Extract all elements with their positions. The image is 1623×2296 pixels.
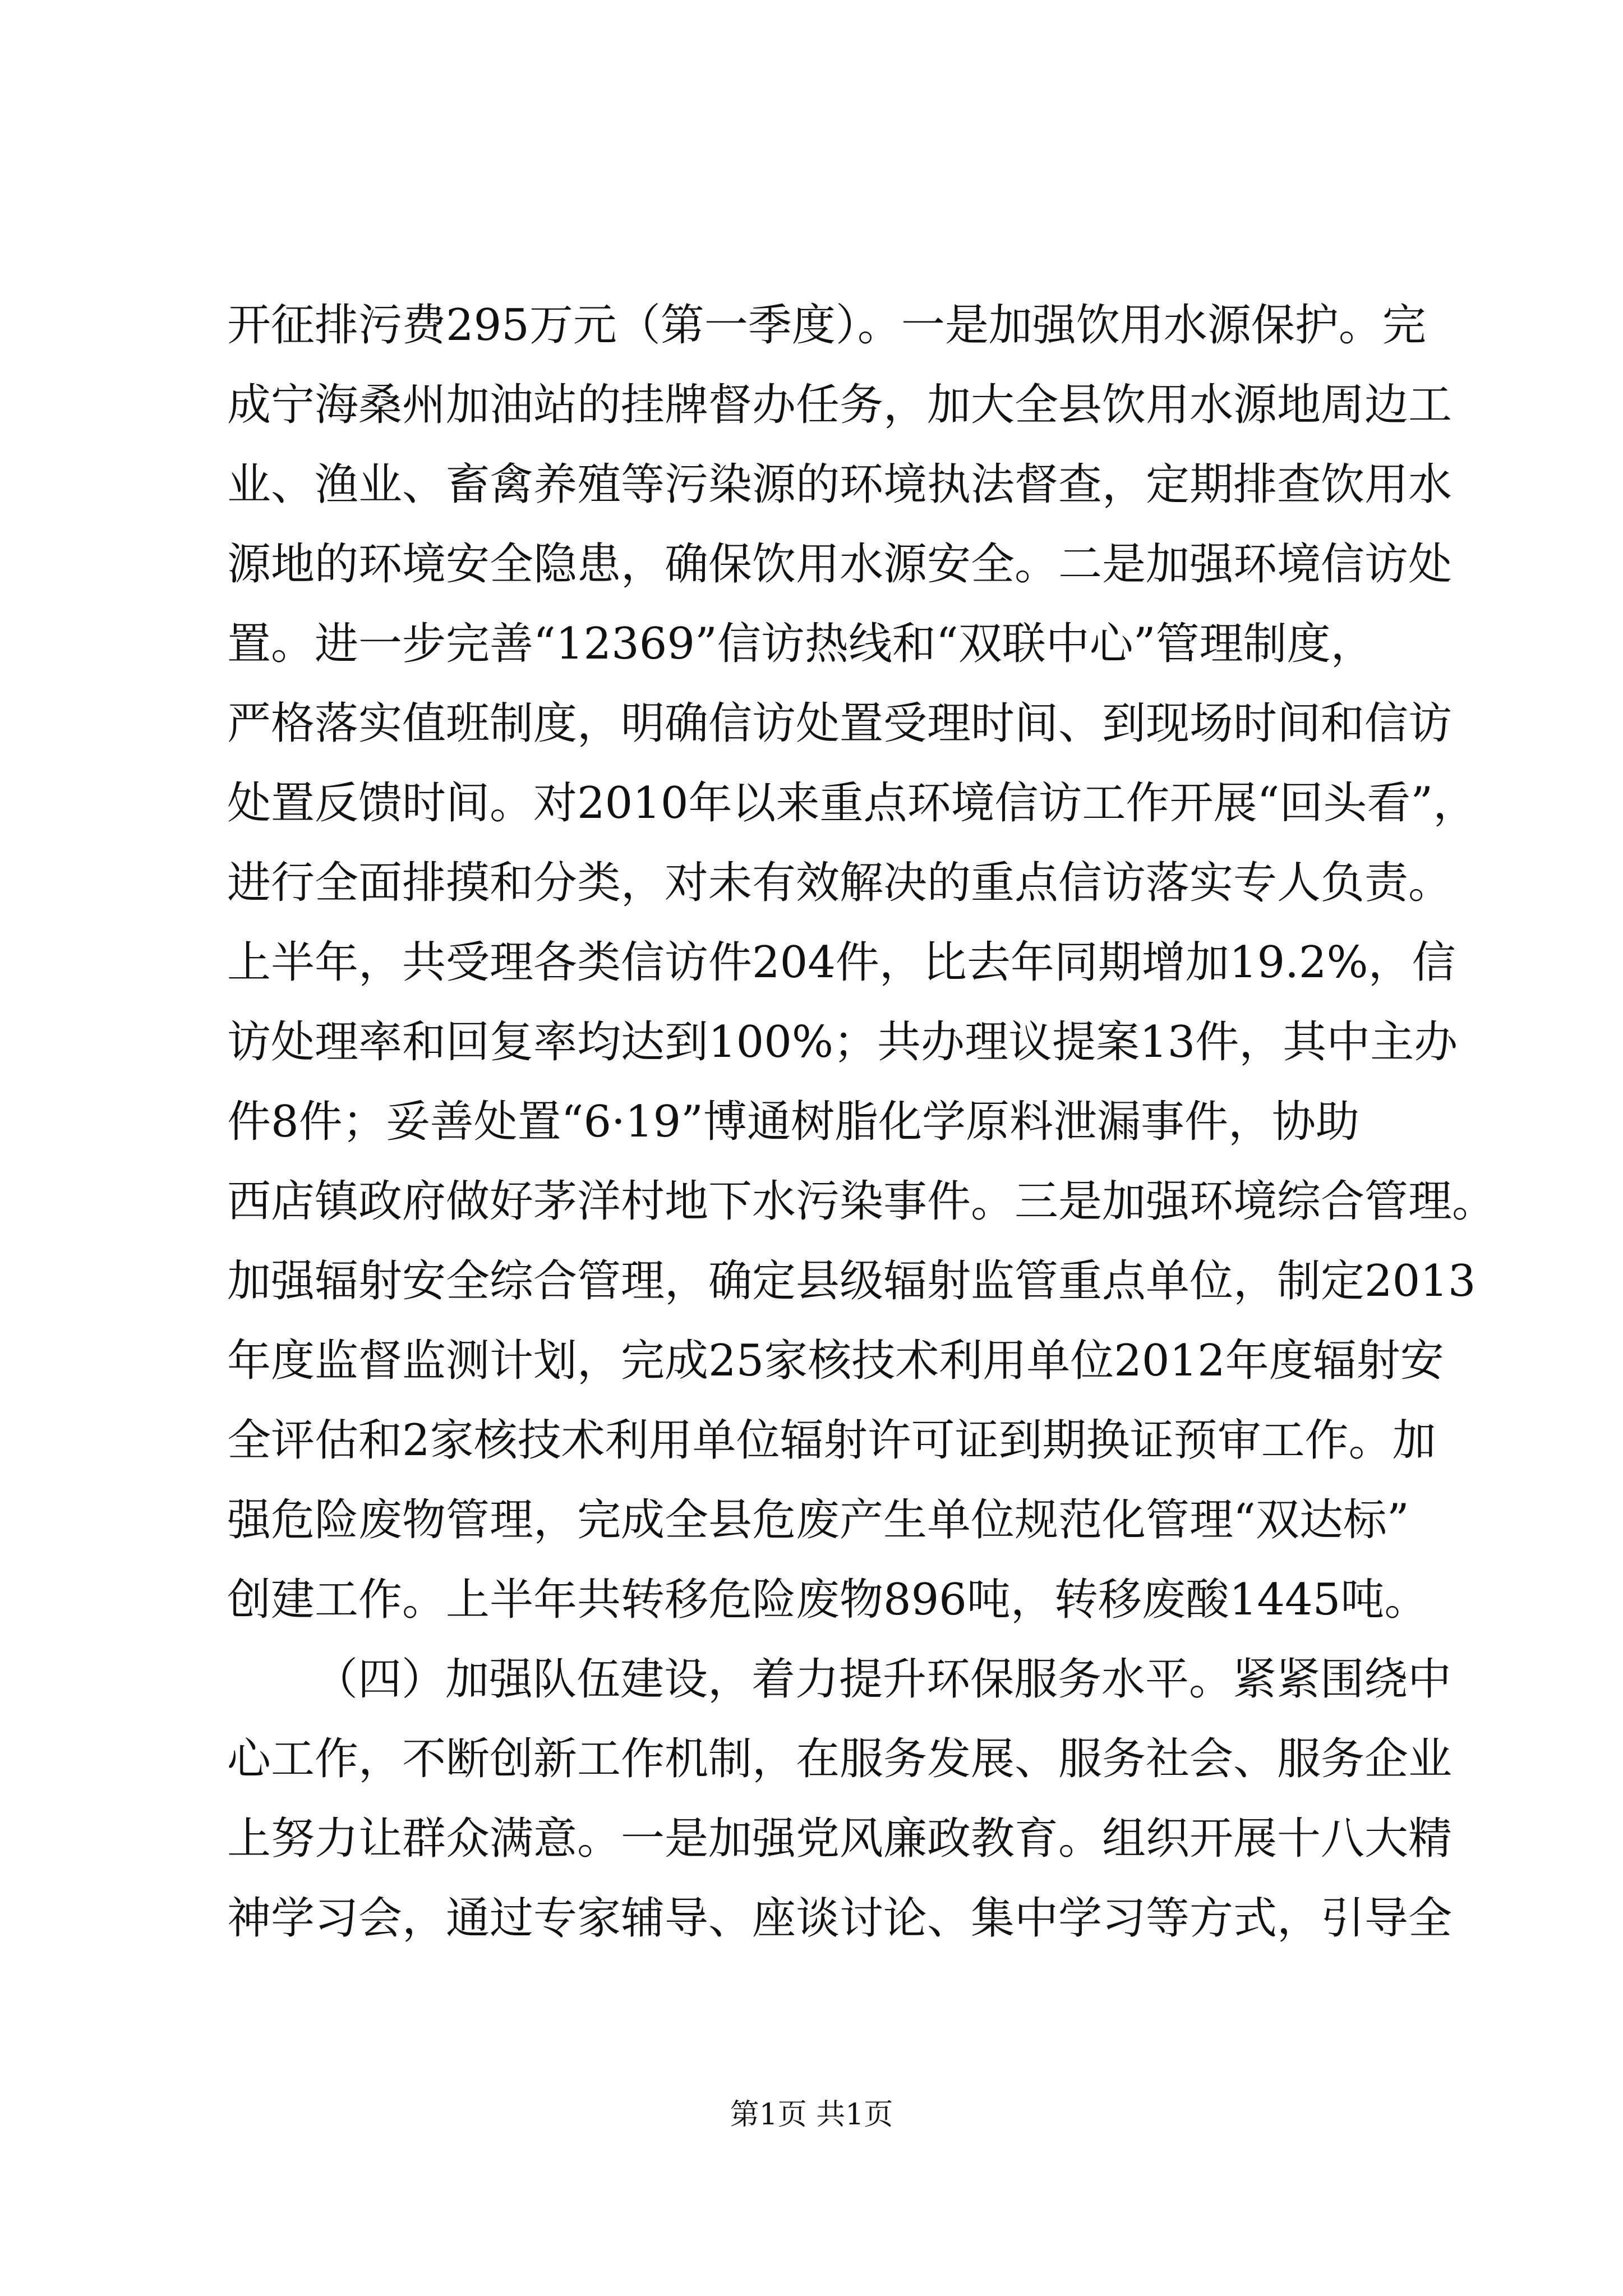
- page-footer: 第1页 共1页: [730, 2098, 893, 2132]
- text-line: 成宁海桑州加油站的挂牌督办任务，加大全县饮用水源地周边工: [227, 380, 1453, 430]
- paragraph-first-line: （四）加强队伍建设，着力提升环保服务水平。紧紧围绕中: [314, 1654, 1452, 1705]
- text-line: 上努力让群众满意。一是加强党风廉政教育。组织开展十八大精: [227, 1814, 1453, 1864]
- text-line: 创建工作。上半年共转移危险废物896吨，转移废酸1445吨。: [227, 1575, 1428, 1625]
- text-line: 强危险废物管理，完成全县危废产生单位规范化管理“双达标”: [227, 1495, 1409, 1545]
- text-line: 访处理率和回复率均达到100%；共办理议提案13件，其中主办: [227, 1017, 1458, 1068]
- text-line: 业、渔业、畜禽养殖等污染源的环境执法督查，定期排查饮用水: [227, 459, 1453, 510]
- text-line: 心工作，不断创新工作机制，在服务发展、服务社会、服务企业: [227, 1734, 1453, 1784]
- text-line: 严格落实值班制度，明确信访处置受理时间、到现场时间和信访: [227, 698, 1453, 749]
- text-line: 年度监督监测计划，完成25家核技术利用单位2012年度辐射安: [227, 1336, 1444, 1386]
- text-line: 置。进一步完善“12369”信访热线和“双联中心”管理制度，: [227, 619, 1375, 669]
- text-line: 西店镇政府做好茅洋村地下水污染事件。三是加强环境综合管理。: [227, 1176, 1496, 1227]
- text-line: 件8件；妥善处置“6·19”博通树脂化学原料泄漏事件，协助: [227, 1097, 1360, 1147]
- text-line: 源地的环境安全隐患，确保饮用水源安全。二是加强环境信访处: [227, 539, 1453, 590]
- text-line: 全评估和2家核技术利用单位辐射许可证到期换证预审工作。加: [227, 1415, 1436, 1466]
- text-line: 处置反馈时间。对2010年以来重点环境信访工作开展“回头看”，: [227, 778, 1477, 829]
- text-line: 神学习会，通过专家辅导、座谈讨论、集中学习等方式，引导全: [227, 1893, 1453, 1944]
- text-line: 加强辐射安全综合管理，确定县级辐射监管重点单位，制定2013: [227, 1256, 1476, 1306]
- text-line: 进行全面排摸和分类，对未有效解决的重点信访落实专人负责。: [227, 858, 1453, 908]
- text-line: 上半年，共受理各类信访件204件，比去年同期增加19.2%，信: [227, 937, 1456, 988]
- text-line: 开征排污费295万元（第一季度）。一是加强饮用水源保护。完: [227, 300, 1426, 351]
